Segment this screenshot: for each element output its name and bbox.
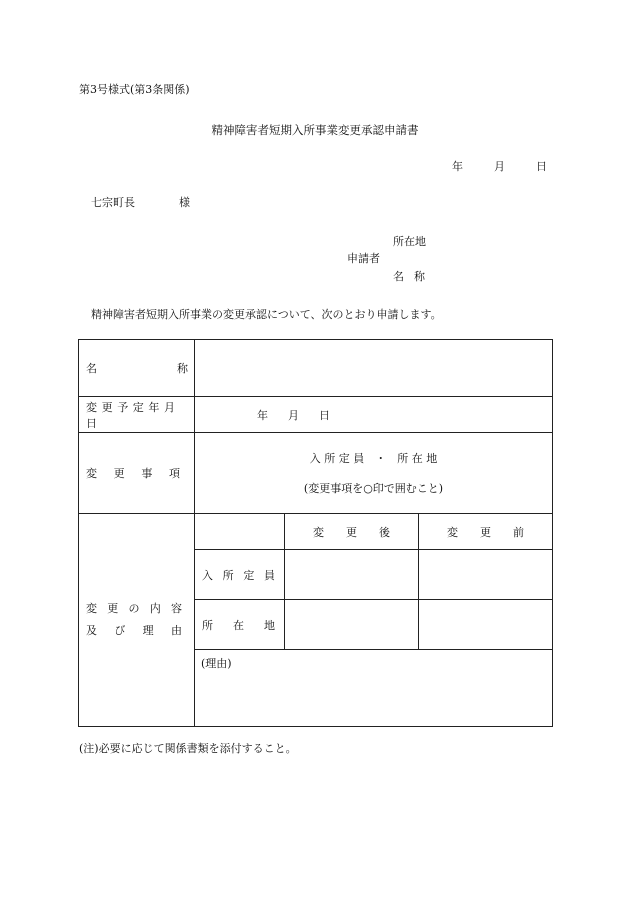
applicant-name-label: 名称 [393, 270, 435, 283]
date-label-cell [79, 397, 195, 433]
application-table [78, 339, 553, 727]
items-label-char: 事 [141, 467, 153, 480]
details-label-char: 容 [171, 602, 182, 615]
items-label-cell [79, 433, 195, 514]
document-title: 精神障害者短期入所事業変更承認申請書 [211, 123, 419, 137]
applicant-address-label: 所在地 [393, 235, 426, 248]
details-label-char: 理 [142, 624, 154, 637]
details-label-char: 由 [170, 624, 182, 637]
planned-year: 年 [257, 408, 268, 422]
location-label-char: 所 [202, 618, 213, 632]
planned-day: 日 [319, 408, 330, 422]
details-label-char: の [128, 602, 140, 615]
date-label: 変更予定年月日 [86, 400, 180, 430]
capacity-label-cell [195, 550, 285, 600]
intro-text: 精神障害者短期入所事業の変更承認について、次のとおり申請します。 [91, 308, 442, 321]
details-label-char: 内 [149, 602, 161, 615]
details-label-char: び [114, 624, 126, 637]
date-month: 月 [494, 160, 505, 173]
details-label-char: 変 [86, 602, 97, 615]
after-header: 変 更 後 [285, 514, 419, 550]
location-label-char: 地 [264, 618, 275, 632]
details-label-char: 更 [107, 602, 119, 615]
applicant-label: 申請者 [347, 252, 380, 265]
change-options: 入 所 定 員 ・ 所 在 地 [309, 452, 438, 465]
location-after-cell[interactable] [285, 600, 419, 650]
capacity-label-char: 定 [243, 568, 255, 582]
items-label-char: 変 [86, 467, 97, 480]
details-label-cell [79, 514, 195, 727]
details-header-row [79, 514, 553, 550]
change-instruction: (変更事項を○印で囲むこと) [303, 482, 444, 495]
reason-cell[interactable] [195, 650, 553, 727]
details-label-char: 及 [86, 624, 97, 637]
date-row [79, 397, 553, 433]
details-header-blank [195, 514, 285, 550]
items-cell[interactable] [195, 433, 553, 514]
planned-month: 月 [288, 408, 299, 422]
footnote: (注)必要に応じて関係書類を添付すること。 [79, 742, 297, 755]
capacity-label-char: 所 [222, 568, 234, 582]
addressee-name: 七宗町長 [91, 196, 135, 209]
location-before-cell[interactable] [419, 600, 553, 650]
date-input-cell[interactable] [195, 397, 553, 433]
form-number: 第3号様式(第3条関係) [79, 83, 190, 96]
location-label-cell [195, 600, 285, 650]
date-year: 年 [452, 160, 463, 173]
capacity-label-char: 員 [263, 568, 275, 582]
name-label-char: 名 [86, 362, 97, 375]
name-label-cell [79, 340, 195, 397]
items-label-char: 更 [113, 467, 125, 480]
capacity-label-char: 入 [202, 568, 213, 582]
capacity-before-cell[interactable] [419, 550, 553, 600]
location-label-char: 在 [233, 618, 244, 632]
name-input-cell[interactable] [195, 340, 553, 397]
capacity-after-cell[interactable] [285, 550, 419, 600]
date-day: 日 [536, 160, 547, 173]
application-date [452, 158, 547, 174]
addressee-honorific: 様 [179, 196, 190, 209]
addressee [91, 194, 190, 210]
before-header: 変 更 前 [419, 514, 553, 550]
items-row [79, 433, 553, 514]
name-label-char: 称 [177, 362, 188, 375]
items-label-char: 項 [168, 467, 180, 480]
reason-label: (理由) [201, 657, 232, 670]
name-row [79, 340, 553, 397]
